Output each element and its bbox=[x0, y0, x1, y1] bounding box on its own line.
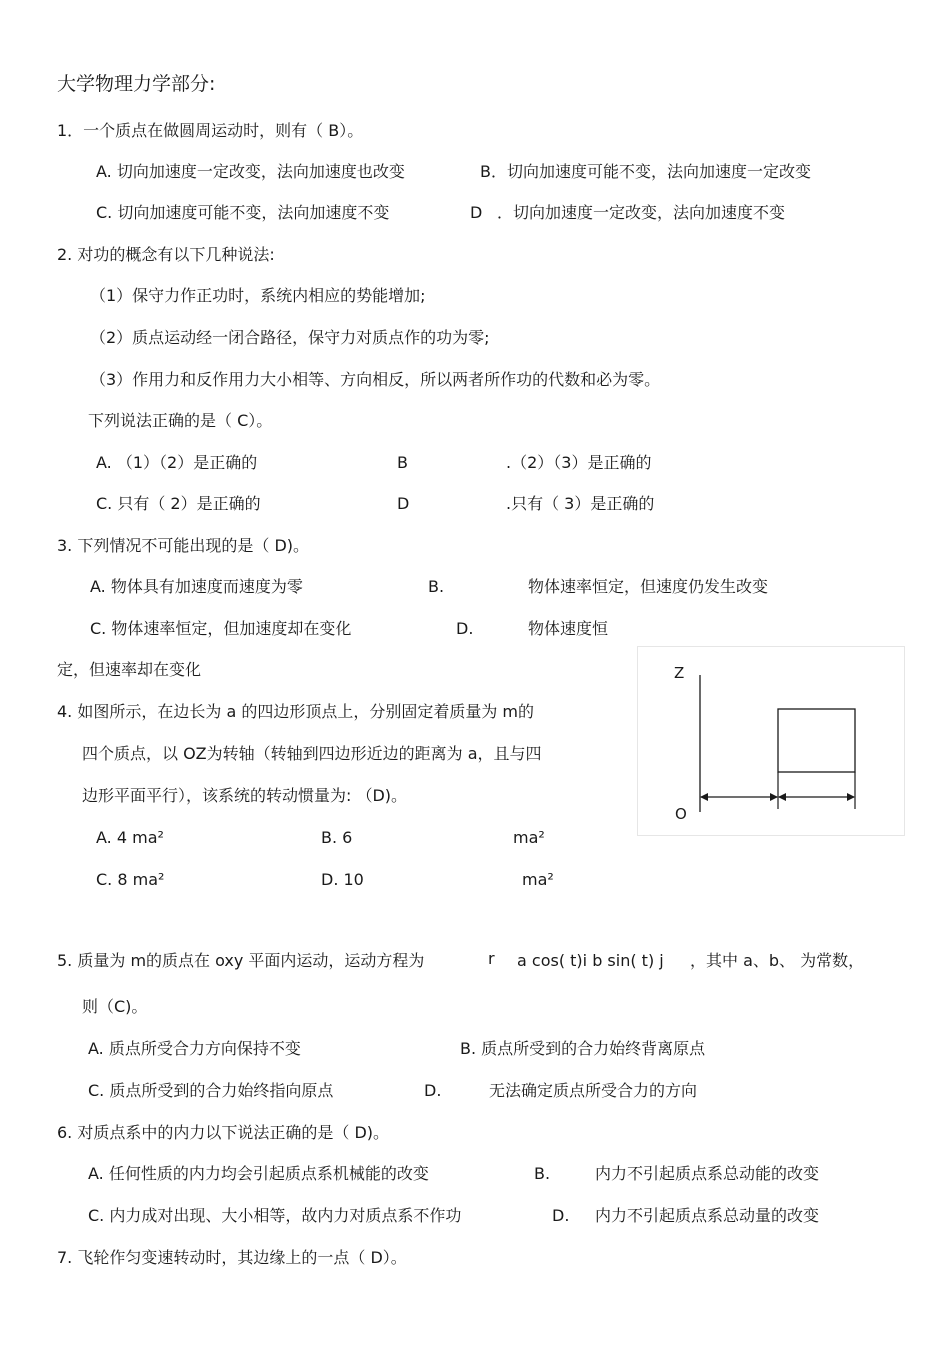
q4-option-b: B. 6 bbox=[321, 828, 353, 847]
q3-option-b-text: 物体速率恒定，但速度仍发生改变 bbox=[528, 577, 769, 596]
q4-figure bbox=[637, 646, 905, 836]
q6-option-d-text: 内力不引起质点系总动量的改变 bbox=[595, 1206, 820, 1225]
q2-option-d-letter: D bbox=[397, 494, 410, 513]
q3-option-d-continuation: 定，但速率却在变化 bbox=[57, 660, 202, 679]
q4-option-a: A. 4 ma² bbox=[96, 828, 164, 847]
q3-option-d-letter: D. bbox=[456, 619, 474, 638]
q6-option-b-text: 内力不引起质点系总动能的改变 bbox=[595, 1164, 820, 1183]
q2-stem: 2. 对功的概念有以下几种说法: bbox=[57, 245, 275, 264]
q1-option-b: B．切向加速度可能不变，法向加速度一定改变 bbox=[480, 162, 811, 181]
q2-statement-3: （3）作用力和反作用力大小相等、方向相反，所以两者所作功的代数和必为零。 bbox=[90, 370, 661, 389]
q1-option-d-letter: D bbox=[470, 203, 483, 222]
q5-option-b: B. 质点所受到的合力始终背离原点 bbox=[460, 1039, 706, 1058]
q2-option-b-letter: B bbox=[397, 453, 408, 472]
q4-option-d-unit: ma² bbox=[522, 870, 554, 889]
q2-statement-1: （1）保守力作正功时，系统内相应的势能增加; bbox=[90, 286, 426, 305]
q4-option-b-unit: ma² bbox=[513, 828, 545, 847]
q2-option-b-text: .（2）（3）是正确的 bbox=[506, 453, 652, 472]
q5-stem-part-1: 5. 质量为 m的质点在 oxy 平面内运动，运动方程为 bbox=[57, 951, 425, 970]
page-title: 大学物理力学部分: bbox=[57, 73, 216, 95]
q5-option-c: C. 质点所受到的合力始终指向原点 bbox=[88, 1081, 334, 1100]
q1-option-a: A. 切向加速度一定改变，法向加速度也改变 bbox=[96, 162, 405, 181]
q6-option-a: A. 任何性质的内力均会引起质点系机械能的改变 bbox=[88, 1164, 429, 1183]
q2-ask: 下列说法正确的是（ C）。 bbox=[88, 411, 273, 430]
axis-label-o: O bbox=[675, 805, 687, 823]
q7-stem: 7. 飞轮作匀变速转动时，其边缘上的一点（ D）。 bbox=[57, 1248, 407, 1267]
q5-continuation: 则（C)。 bbox=[82, 997, 148, 1016]
q2-option-a: A. （1）（2）是正确的 bbox=[96, 453, 258, 472]
q1-stem: 1．一个质点在做圆周运动时，则有（ B）。 bbox=[57, 121, 364, 140]
q2-option-c: C. 只有（ 2）是正确的 bbox=[96, 494, 261, 513]
q5-formula: a cos( t)i b sin( t) j bbox=[517, 951, 664, 970]
q3-stem: 3. 下列情况不可能出现的是（ D)。 bbox=[57, 536, 310, 555]
q5-stem-part-2: ，其中 a、b、 为常数， bbox=[690, 951, 865, 970]
q3-option-b-letter: B. bbox=[428, 577, 445, 596]
q4-stem-line-3: 边形平面平行），该系统的转动惯量为: （D)。 bbox=[82, 786, 408, 805]
q3-option-a: A. 物体具有加速度而速度为零 bbox=[90, 577, 303, 596]
q1-option-c: C. 切向加速度可能不变，法向加速度不变 bbox=[96, 203, 390, 222]
q3-option-d-text: 物体速度恒 bbox=[528, 619, 609, 638]
q6-option-c: C. 内力成对出现、大小相等，故内力对质点系不作功 bbox=[88, 1206, 462, 1225]
q5-option-a: A. 质点所受合力方向保持不变 bbox=[88, 1039, 301, 1058]
q1-option-d-text: ．切向加速度一定改变，法向加速度不变 bbox=[497, 203, 786, 222]
q6-option-d-letter: D. bbox=[552, 1206, 570, 1225]
q3-option-c: C. 物体速率恒定，但加速度却在变化 bbox=[90, 619, 352, 638]
q4-stem-line-2: 四个质点，以 OZ为转轴（转轴到四边形近边的距离为 a，且与四 bbox=[82, 744, 542, 763]
axis-label-z: Z bbox=[674, 664, 685, 682]
q5-option-d-text: 无法确定质点所受合力的方向 bbox=[489, 1081, 698, 1100]
q6-option-b-letter: B. bbox=[534, 1164, 551, 1183]
q6-stem: 6. 对质点系中的内力以下说法正确的是（ D)。 bbox=[57, 1123, 390, 1142]
q4-stem-line-1: 4. 如图所示，在边长为 a 的四边形顶点上，分别固定着质量为 m的 bbox=[57, 702, 535, 721]
quadrilateral bbox=[778, 709, 855, 772]
q2-statement-2: （2）质点运动经一闭合路径，保守力对质点作的功为零; bbox=[90, 328, 490, 347]
q5-r-vector: r bbox=[488, 949, 495, 968]
q2-option-d-text: .只有（ 3）是正确的 bbox=[506, 494, 655, 513]
q5-option-d-letter: D. bbox=[424, 1081, 442, 1100]
q4-option-c: C. 8 ma² bbox=[96, 870, 165, 889]
q4-option-d: D. 10 bbox=[321, 870, 364, 889]
